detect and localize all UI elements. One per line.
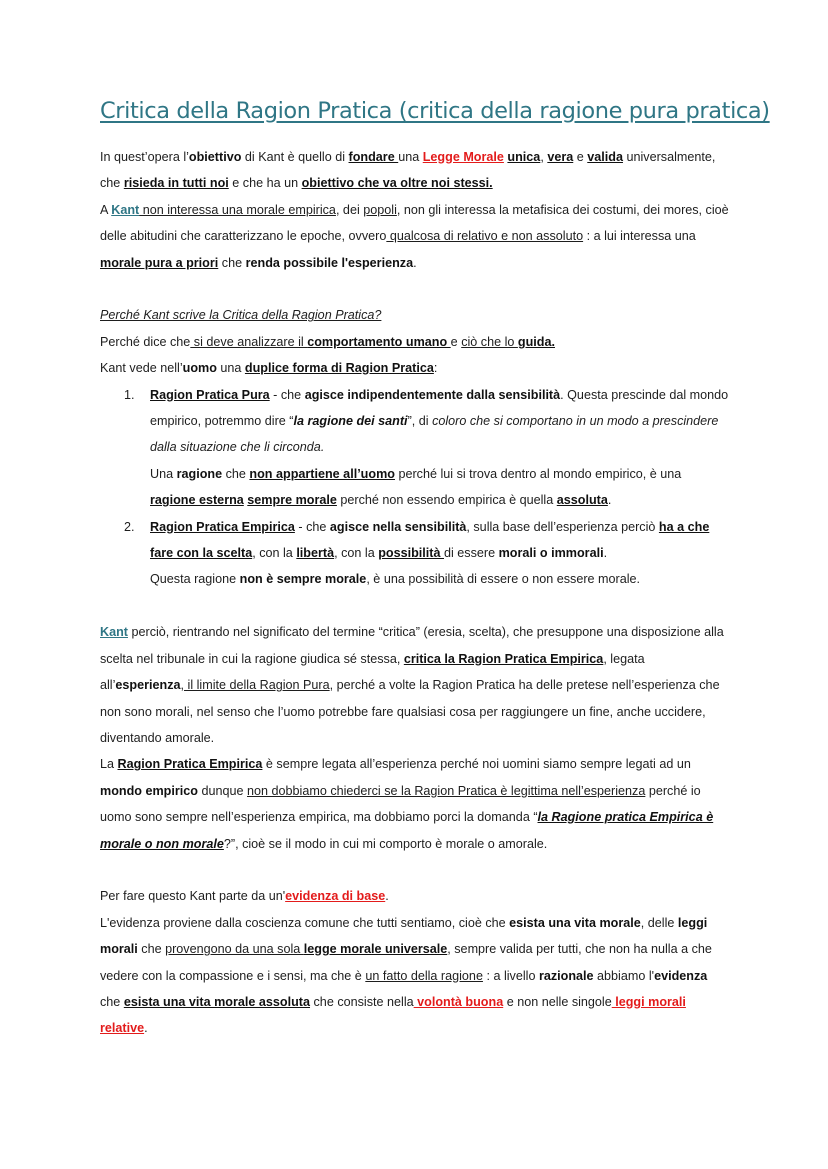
spacer (100, 593, 730, 619)
bold-underlined-text: vera (547, 150, 574, 164)
text: una (398, 150, 423, 164)
paragraph-duplice (100, 355, 730, 381)
underlined-text: provengono da una sola (165, 942, 304, 957)
text: abbiamo l' (593, 968, 655, 983)
bold-text: non è sempre morale (239, 572, 367, 587)
text: Una (150, 466, 177, 481)
underlined-text: qualcosa di relativo e non assoluto (386, 229, 584, 244)
bold-underlined-text: unica (507, 150, 541, 164)
numbered-list (100, 382, 730, 593)
text: ?”, cioè se il modo in cui mi comporto è morale o amorale. (223, 836, 548, 851)
paragraph-why (100, 329, 730, 355)
bold-underlined-text: Ragion Pratica Empirica (150, 519, 295, 534)
bold-underlined-text: Ragion Pratica Pura (150, 387, 270, 402)
bold-text: uomo (182, 361, 217, 376)
text: che (218, 255, 246, 270)
spacer (100, 276, 730, 302)
text: In quest’opera l’ (100, 150, 189, 164)
bold-text: obiettivo (188, 150, 242, 164)
underlined-text: il limite della Ragion Pura (184, 678, 330, 693)
text: una (216, 361, 245, 376)
bold-underlined-text: sempre morale (247, 493, 337, 508)
bold-underlined-text: assoluta (556, 493, 608, 508)
highlight-teal-text: Kant (100, 625, 128, 640)
text: perché io uomo sono sempre nell’esperienza empirica, ma dobbiamo porci la domanda “ (100, 783, 701, 825)
text: : a lui interessa una (583, 229, 696, 244)
text: . Questa prescinde dal mondo empirico, potremmo dire “ (150, 387, 729, 429)
bold-underlined-text: guida. (517, 334, 555, 349)
paragraph-critica (100, 619, 730, 751)
text: La (100, 757, 118, 772)
text: . (385, 889, 389, 904)
italic-text: coloro che si comportano in un modo a prescindere dalla situazione che li circonda. (150, 414, 719, 455)
list-number: 1. (124, 387, 135, 402)
bold-text: mondo empirico (100, 783, 198, 798)
highlight-red-text: volontà buona (413, 994, 504, 1009)
list-number: 2. (124, 519, 135, 534)
text: L'evidenza proviene dalla coscienza comune che tutti sentiamo, cioè che (100, 915, 510, 930)
document-body (100, 144, 730, 1042)
text: Questa ragione (150, 572, 240, 587)
underlined-text: un fatto della ragione (365, 968, 483, 983)
bold-text: esperienza (115, 678, 181, 693)
text: . (413, 255, 417, 270)
text: . (607, 493, 612, 508)
text: - che (269, 387, 305, 402)
text: - che (294, 519, 330, 534)
paragraph-objective (100, 144, 730, 197)
bold-italic-underlined-text: la Ragione pratica Empirica è morale o non morale (100, 810, 714, 851)
text: , dei (335, 202, 364, 217)
text: , è una possibilità di essere o non essere morale. (366, 572, 641, 587)
text: , sempre valida per tutti, che non ha nulla a che vedere con la compassione e i sensi, ma che è (100, 942, 712, 983)
list-item-text (150, 566, 730, 592)
bold-underlined-text: esista una vita morale assoluta (123, 994, 311, 1009)
list-item (124, 514, 730, 593)
text: Per fare questo Kant parte da un' (100, 889, 286, 904)
text: perciò, rientrando nel significato del termine “critica” (eresia, scelta), che presuppone una disposizione alla scelta nel tribunale in cui la ragione giudica sé stessa, (100, 625, 724, 666)
text: , perché a volte la Ragion Pratica ha delle pretese nell’esperienza che non sono morali, nel senso che l’uomo potrebbe fare qualsiasi cosa per raggiungere un fine, anche uccidere, diventando amorale. (100, 678, 720, 745)
bold-text: morali o immorali (498, 546, 604, 561)
text: perché non essendo empirica è quella (336, 493, 557, 508)
bold-underlined-text: ha a che fare con la scelta (150, 519, 710, 561)
text: : a livello (482, 968, 539, 983)
text: , sulla base dell’esperienza perciò (466, 519, 659, 534)
text: di essere (444, 546, 499, 561)
question-heading (100, 302, 730, 328)
paragraph-evidenza (100, 883, 730, 909)
bold-underlined-text: Ragion Pratica Empirica (117, 757, 263, 772)
text: . (144, 1021, 148, 1036)
bold-text: esista una vita morale (509, 915, 641, 930)
text: , (180, 678, 185, 693)
bold-underlined-text: possibilità (378, 546, 444, 561)
bold-underlined-text: legge morale universale (303, 942, 448, 957)
bold-text: agisce indipendentemente dalla sensibilità (304, 387, 561, 402)
list-item-text (150, 461, 730, 514)
bold-text: razionale (538, 968, 594, 983)
highlight-red-text: evidenza di base (285, 889, 386, 904)
bold-text: agisce nella sensibilità (329, 519, 467, 534)
bold-underlined-text: ragione esterna (150, 493, 244, 508)
bold-text: evidenza (654, 968, 708, 983)
text: Perché dice che (100, 334, 191, 349)
paragraph-coscienza (100, 910, 730, 1042)
italic-question: Perché Kant scrive la Critica della Ragion Pratica? (100, 308, 382, 323)
text: ”, di (407, 414, 433, 429)
page-title: Critica della Ragion Pratica (critica della ragione pura pratica) (100, 98, 770, 124)
text: , (540, 150, 548, 164)
bold-underlined-text: critica la Ragion Pratica Empirica (403, 651, 604, 666)
text: e (573, 150, 588, 164)
text: che consiste nella (310, 994, 414, 1009)
text: che (222, 466, 250, 481)
text: universalmente, che (100, 150, 716, 191)
underlined-text: ciò che lo (461, 334, 518, 349)
text: , non gli interessa la metafisica dei costumi, dei mores, cioè delle abitudini che caratterizzano le epoche, ovvero (100, 202, 729, 244)
underlined-text: si deve analizzare il (190, 334, 308, 349)
text: , delle (640, 915, 678, 930)
text: che (100, 994, 124, 1009)
list-item-text (150, 514, 730, 567)
text: e non nelle singole (503, 994, 612, 1009)
paragraph-kant-interest (100, 197, 730, 276)
text: di Kant è quello di (241, 150, 349, 164)
text: è sempre legata all’esperienza perché noi uomini siamo sempre legati ad un (262, 757, 691, 772)
text: : (433, 361, 438, 376)
text: dunque (197, 783, 247, 798)
text: Kant vede nell’ (100, 361, 183, 376)
underlined-text: popoli (363, 202, 397, 217)
text: , con la (334, 546, 379, 561)
bold-text: leggi morali (100, 915, 708, 957)
text: , con la (252, 546, 297, 561)
bold-underlined-text: valida (587, 150, 623, 164)
bold-underlined-text: non appartiene all’uomo (249, 466, 395, 481)
text: A (100, 202, 112, 217)
text: perché lui si trova dentro al mondo empirico, è una (394, 466, 682, 481)
bold-underlined-text: duplice forma di Ragion Pratica (244, 361, 434, 376)
underlined-text: non dobbiamo chiederci se la Ragion Pratica è legittima nell’esperienza (247, 783, 646, 798)
highlight-red-text: Legge Morale (422, 150, 504, 164)
list-item (124, 382, 730, 514)
text: e che ha un (228, 176, 302, 191)
bold-underlined-text: fondare (348, 150, 399, 164)
bold-underlined-text: libertà (296, 546, 335, 561)
text: , legata all’ (100, 651, 645, 693)
text: . (603, 546, 608, 561)
bold-text: renda possibile l'esperienza (245, 255, 414, 270)
spacer (100, 857, 730, 883)
bold-italic-text: la ragione dei santi (293, 414, 408, 429)
bold-underlined-text: morale pura a priori (100, 255, 219, 270)
highlight-teal-text: Kant (111, 202, 140, 217)
paragraph-empirica (100, 751, 730, 857)
text: e (450, 334, 462, 349)
highlight-red-text: leggi morali relative (100, 994, 686, 1036)
underlined-text: non interessa una morale empirica (139, 202, 336, 217)
bold-underlined-text: risieda in tutti noi (123, 176, 229, 191)
bold-underlined-text: obiettivo che va oltre noi stessi. (301, 176, 493, 191)
bold-text: ragione (176, 466, 223, 481)
text: che (137, 942, 166, 957)
bold-underlined-text: comportamento umano (307, 334, 451, 349)
list-item-text (150, 382, 730, 461)
